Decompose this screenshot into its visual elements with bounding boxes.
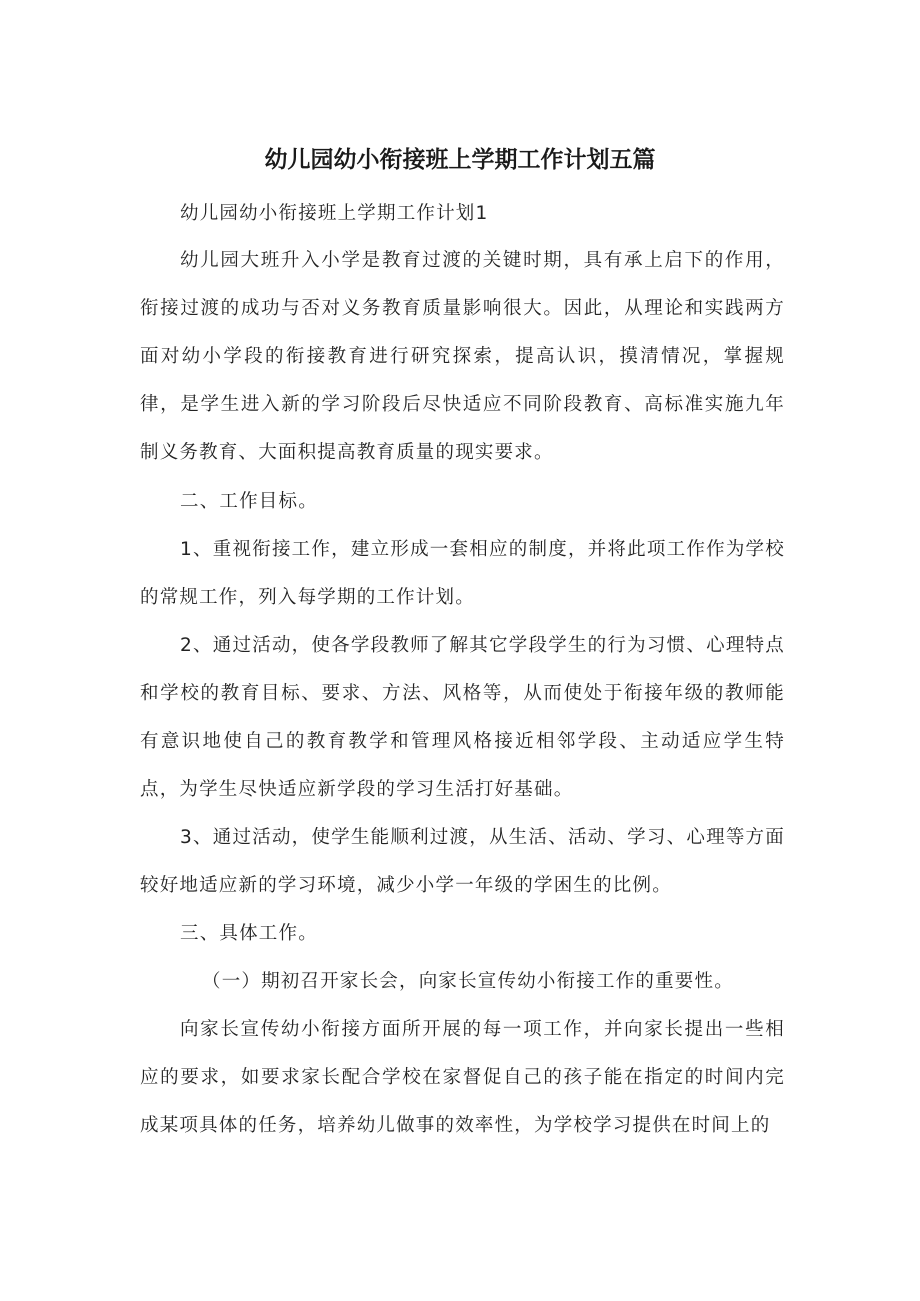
paragraph-goal-1: 1、重视衔接工作，建立形成一套相应的制度，并将此项工作作为学校的常规工作，列入每学期的工作计划。 xyxy=(140,539,785,608)
paragraph-parent-meeting: 向家长宣传幼小衔接方面所开展的每一项工作，并向家长提出一些相应的要求，如要求家长配合学校在家督促自己的孩子能在指定的时间内完成某项具体的任务，培养幼儿做事的效率性，为学校学习提供在时间上的 xyxy=(140,1019,785,1136)
paragraph-goal-3: 3、通过活动，使学生能顺利过渡，从生活、活动、学习、心理等方面较好地适应新的学习环境，减少小学一年级的学困生的比例。 xyxy=(140,827,785,896)
document-title: 幼儿园幼小衔接班上学期工作计划五篇 xyxy=(264,147,656,173)
paragraph-goal-2: 2、通过活动，使各学段教师了解其它学段学生的行为习惯、心理特点和学校的教育目标、要求、方法、风格等，从而使处于衔接年级的教师能有意识地使自己的教育教学和管理风格接近相邻学段、主动适应学生特点，为学生尽快适应新学段的学习生活打好基础。 xyxy=(140,635,785,800)
section-heading-tasks: 三、具体工作。 xyxy=(180,923,318,944)
subheading-parent-meeting: （一）期初召开家长会，向家长宣传幼小衔接工作的重要性。 xyxy=(202,971,734,992)
paragraph-intro: 幼儿园大班升入小学是教育过渡的关键时期，具有承上启下的作用，衔接过渡的成功与否对义务教育质量影响很大。因此，从理论和实践两方面对幼小学段的衔接教育进行研究探索，提高认识，摸清情况，掌握规律，是学生进入新的学习阶段后尽快适应不同阶段教育、高标准实施九年制义务教育、大面积提高教育质量的现实要求。 xyxy=(140,250,785,463)
document-subtitle: 幼儿园幼小衔接班上学期工作计划1 xyxy=(180,203,489,224)
section-heading-goals: 二、工作目标。 xyxy=(180,491,318,512)
